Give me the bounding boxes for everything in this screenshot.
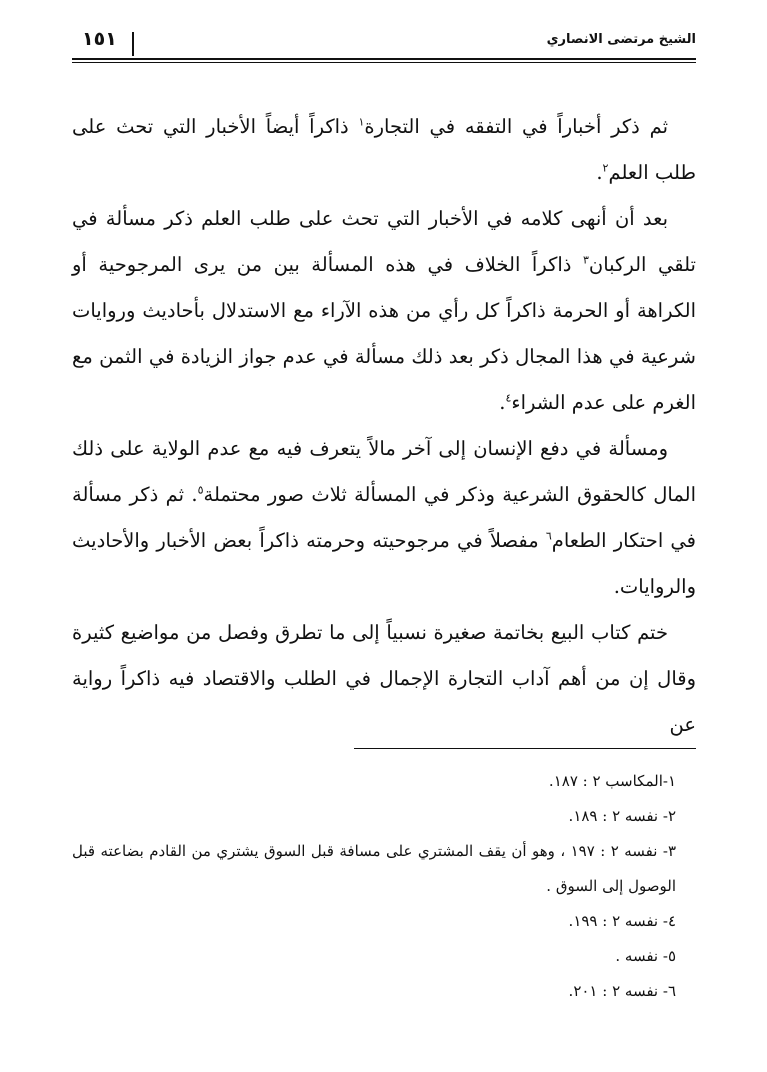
paragraph-4-text: ختم كتاب البيع بخاتمة صغيرة نسبياً إلى ما تطرق وفصل من مواضيع كثيرة وقال إن من أهم آداب التجارة الإجمال في الطلب والاقتصاد فيه ذاكراً رواية عن: [72, 621, 696, 736]
paragraph-4: [72, 610, 696, 748]
footnote-ref-1: ١: [358, 115, 365, 129]
paragraph-3-text-c: مفصلاً في مرجوحيته وحرمته ذاكراً بعض الأخبار والأحاديث والروايات.: [72, 529, 696, 598]
paragraph-2-text-c: .: [499, 391, 506, 414]
paragraph-1-text-b: ذاكراً أيضاً الأخبار التي تحث على طلب العلم: [72, 115, 696, 184]
paragraph-1-text-c: .: [596, 161, 603, 184]
paragraph-1-text-a: ثم ذكر أخباراً في التفقه في التجارة: [364, 115, 668, 138]
footnote-2: ٢- نفسه ٢ : ١٨٩.: [568, 807, 676, 825]
header-rule: [72, 58, 696, 60]
footnote-separator: [354, 748, 696, 749]
footnote-ref-6: ٦: [545, 529, 552, 543]
footnote-ref-2: ٢: [602, 161, 609, 175]
footnote-5: ٥- نفسه .: [615, 947, 676, 965]
paragraph-1: [72, 104, 696, 196]
footnote-1: ١-المكاسب ٢ : ١٨٧.: [548, 772, 676, 790]
footnote-4: ٤- نفسه ٢ : ١٩٩.: [568, 912, 676, 930]
paragraph-2: [72, 196, 696, 426]
footnote-ref-3: ٣: [582, 253, 589, 267]
paragraph-3: [72, 426, 696, 610]
page-number: ١٥١: [82, 28, 117, 50]
footnote-6: ٦- نفسه ٢ : ٢٠١.: [568, 982, 676, 1000]
header-divider-tick: [132, 32, 134, 56]
paragraph-3-text-a: ومسألة في دفع الإنسان إلى آخر مالاً يتعرف فيه مع عدم الولاية على ذلك المال كالحقوق الشرعية وذكر في المسألة ثلاث صور محتملة: [72, 437, 696, 506]
running-header: [72, 28, 696, 62]
paragraph-2-text-b: ذاكراً الخلاف في هذه المسألة بين من يرى المرجوحية أو الكراهة أو الحرمة ذاكراً كل رأي من هذه الآراء مع الاستدلال بأحاديث وروايات شرعية في هذا المجال ذكر بعد ذلك مسألة في عدم جواز الزيادة في الثمن مع الغرم على عدم الشراء: [72, 253, 696, 414]
paragraph-2-text-a: بعد أن أنهى كلامه في الأخبار التي تحث على طلب العلم ذكر مسألة في تلقي الركبان: [72, 207, 696, 276]
footnotes: [72, 764, 696, 1009]
footnote-ref-5: ٥: [197, 483, 204, 497]
paragraph-3-text-b: . ثم ذكر مسألة في احتكار الطعام: [72, 483, 697, 552]
header-rule-thin: [72, 62, 696, 63]
header-author: الشيخ مرتضى الانصاري: [546, 32, 696, 47]
main-text: [72, 104, 696, 748]
footnote-ref-4: ٤: [505, 391, 512, 405]
footnote-3: ٣- نفسه ٢ : ١٩٧ ، وهو أن يقف المشتري على مسافة قبل السوق يشتري من القادم بضاعته قبل الوصول إلى السوق .: [72, 842, 676, 895]
